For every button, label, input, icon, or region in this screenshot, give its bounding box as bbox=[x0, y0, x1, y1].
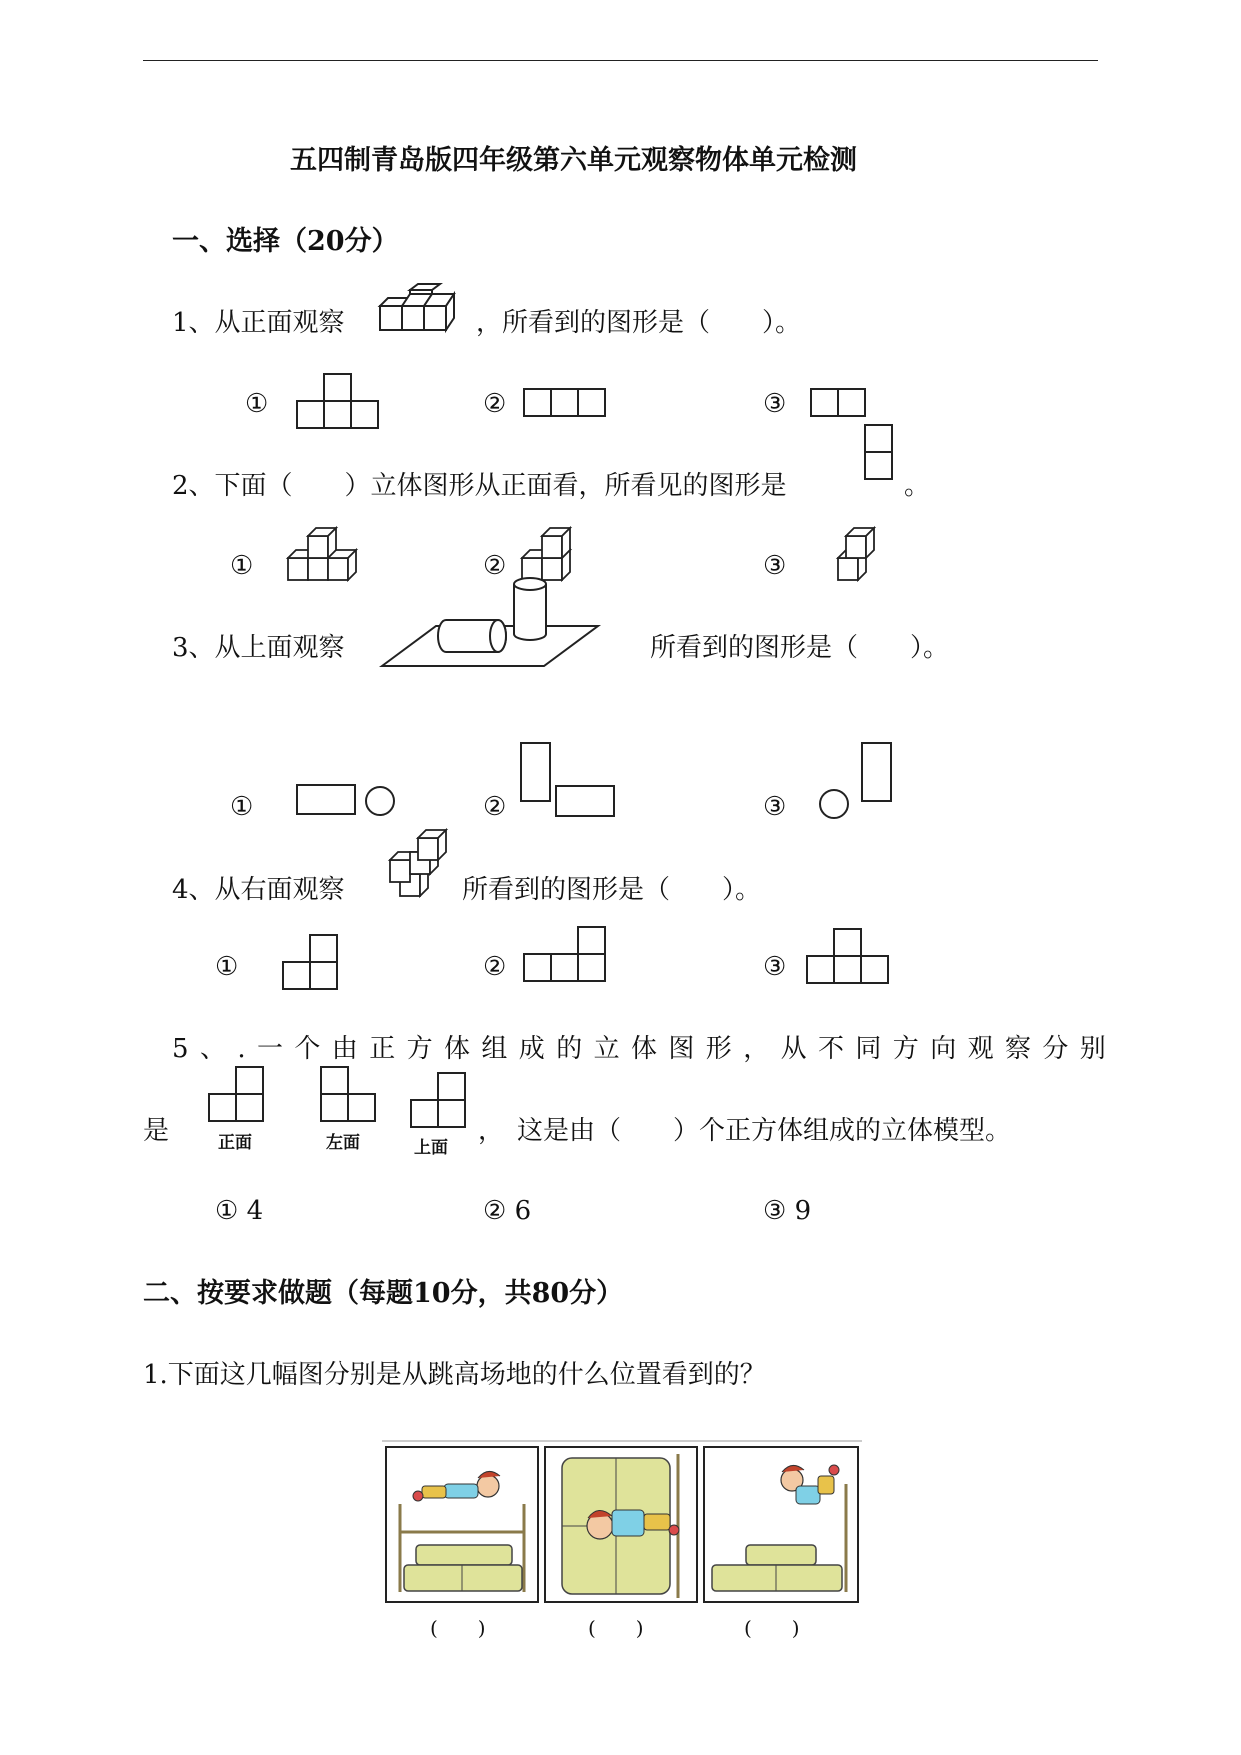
answer-blank-3[interactable]: ( ) bbox=[744, 1616, 800, 1640]
section1-heading: 一、选择（20分） bbox=[172, 226, 399, 257]
q1-option-2-figure[interactable] bbox=[523, 388, 607, 418]
q3-option-3-label: ③ bbox=[763, 792, 787, 822]
answer-blank-1[interactable]: ( ) bbox=[430, 1616, 486, 1640]
q1-option-3-figure[interactable] bbox=[810, 388, 866, 418]
q4-option-2-figure[interactable] bbox=[523, 926, 609, 984]
q2-option-3-figure[interactable] bbox=[836, 522, 886, 588]
panel-1 bbox=[386, 1447, 538, 1602]
q5-option-1[interactable]: ① 4 bbox=[215, 1196, 264, 1226]
q5-line1: 5、.一个由正方体组成的立体图形，从不同方向观察分别 bbox=[172, 1034, 1118, 1064]
q1-option-2-label: ② bbox=[483, 389, 507, 419]
q1-option-3-label: ③ bbox=[763, 389, 787, 419]
q5-top-view-figure bbox=[410, 1072, 470, 1130]
q3-suffix: 所看到的图形是（ ）。 bbox=[650, 633, 950, 663]
q5-option-2[interactable]: ② 6 bbox=[483, 1196, 532, 1226]
section2-heading: 二、按要求做题（每题10分，共80分） bbox=[143, 1278, 624, 1309]
q1-suffix: ，所看到的图形是（ ）。 bbox=[476, 308, 802, 338]
panel-2 bbox=[545, 1447, 697, 1602]
q5-line2-suffix: ， 这是由（ ）个正方体组成的立体模型。 bbox=[478, 1116, 1012, 1146]
q4-option-3-figure[interactable] bbox=[806, 928, 892, 986]
q2-option-1-figure[interactable] bbox=[286, 526, 366, 588]
q2-option-2-label: ② bbox=[483, 551, 507, 581]
q5-option-3[interactable]: ③ 9 bbox=[763, 1196, 812, 1226]
q4-option-1-figure[interactable] bbox=[282, 934, 340, 992]
answer-blank-2[interactable]: ( ) bbox=[588, 1616, 644, 1640]
q1-prefix: 1、从正面观察 bbox=[172, 308, 345, 338]
q5-left-view-label: 左面 bbox=[326, 1133, 360, 1153]
q2-suffix: 。 bbox=[904, 471, 931, 501]
q2-prefix: 2、下面（ ）立体图形从正面看，所看见的图形是 bbox=[172, 471, 787, 501]
q3-option-2-label: ② bbox=[483, 792, 507, 822]
q4-solid-figure bbox=[386, 828, 448, 900]
q4-option-2-label: ② bbox=[483, 952, 507, 982]
q5-line2-prefix: 是 bbox=[143, 1116, 170, 1146]
q3-option-3-figure[interactable] bbox=[818, 742, 894, 822]
q3-option-2-figure[interactable] bbox=[520, 742, 616, 818]
q4-option-1-label: ① bbox=[215, 952, 239, 982]
q3-option-1-figure[interactable] bbox=[296, 784, 398, 820]
q5-left-view-figure bbox=[320, 1066, 380, 1124]
q4-suffix: 所看到的图形是（ ）。 bbox=[462, 875, 762, 905]
q2-option-3-label: ③ bbox=[763, 551, 787, 581]
q3-option-1-label: ① bbox=[230, 792, 254, 822]
q2-target-view-figure bbox=[864, 424, 896, 484]
q2-option-1-label: ① bbox=[230, 551, 254, 581]
q4-prefix: 4、从右面观察 bbox=[172, 875, 345, 905]
header-rule bbox=[143, 60, 1098, 61]
q3-prefix: 3、从上面观察 bbox=[172, 633, 345, 663]
page-title: 五四制青岛版四年级第六单元观察物体单元检测 bbox=[290, 145, 857, 176]
high-jump-pictures bbox=[382, 1440, 862, 1606]
q1-option-1-figure[interactable] bbox=[296, 374, 380, 430]
s2-q1-text: 1.下面这几幅图分别是从跳高场地的什么位置看到的？ bbox=[143, 1360, 766, 1390]
q4-option-3-label: ③ bbox=[763, 952, 787, 982]
q5-top-view-label: 上面 bbox=[414, 1138, 448, 1158]
q5-front-view-figure bbox=[208, 1066, 268, 1124]
q1-solid-figure bbox=[378, 290, 458, 336]
q1-option-1-label: ① bbox=[245, 389, 269, 419]
q3-cylinders-figure bbox=[380, 576, 600, 670]
q5-front-view-label: 正面 bbox=[218, 1133, 252, 1153]
panel-3 bbox=[704, 1447, 858, 1602]
